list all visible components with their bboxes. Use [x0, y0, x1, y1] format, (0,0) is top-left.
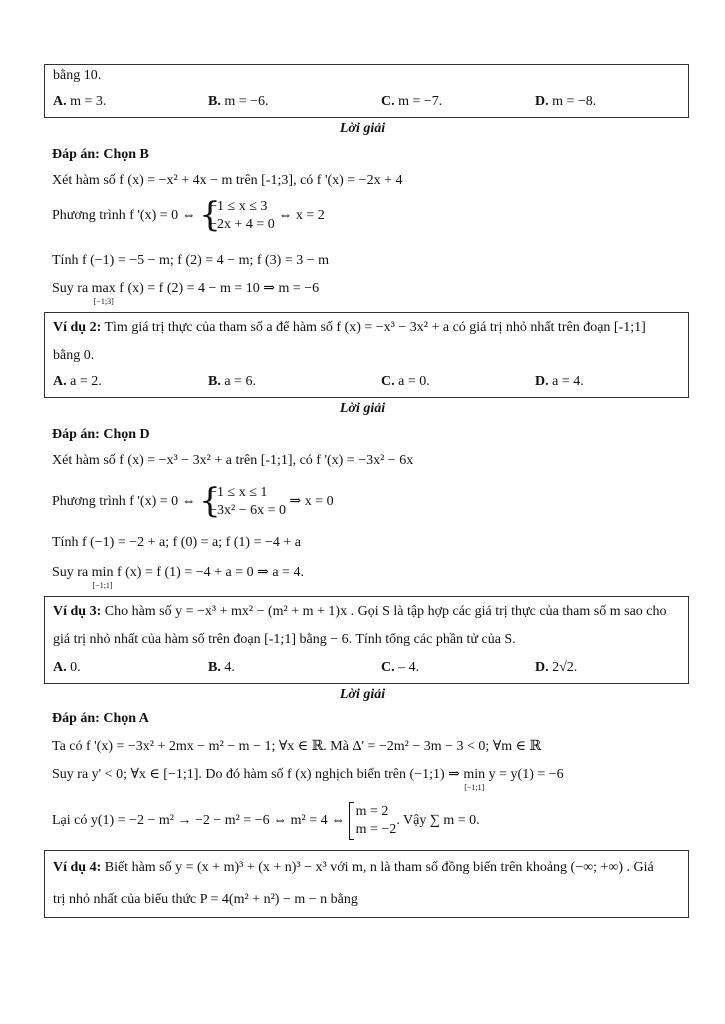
sol3-line2-post: y = y(1) = −6 — [488, 767, 564, 782]
question-2-line1: Ví dụ 2: Tìm giá trị thực của tham số a để hàm số f (x) = −x³ − 3x² + a có giá trị nhỏ nhất trên đoạn [-1;1] — [53, 320, 646, 335]
sol1-max-op: max — [91, 281, 116, 296]
sol1-line2-pre: Phương trình f '(x) = 0 ⇔ — [52, 208, 196, 223]
sol3-line3-post: . Vậy ∑ m = 0. — [396, 813, 480, 828]
sol1-line2 — [52, 195, 325, 235]
sol1-line4 — [52, 280, 319, 306]
question-box-2 — [44, 312, 689, 398]
sol2-line2-pre: Phương trình f '(x) = 0 ⇔ — [52, 494, 196, 509]
question-box-4 — [44, 850, 689, 918]
sol1-max — [92, 280, 116, 306]
answer-2 — [52, 426, 150, 444]
sol3-line2 — [52, 766, 564, 792]
sol3-case-2: m = −2 — [355, 822, 397, 837]
question-box-3 — [44, 596, 689, 684]
answer-1-text: Đáp án: Chọn B — [52, 147, 149, 162]
solution-heading-1: Lời giải — [339, 121, 386, 136]
sol2-line4-post: f (x) = f (1) = −4 + a = 0 ⇒ a = 4. — [116, 565, 304, 580]
sol3-cases — [356, 803, 397, 839]
sol3-line1: Ta có f '(x) = −3x² + 2mx − m² − m − 1; ∀x ∈ ℝ. Mà Δ' = −2m² − 3m − 3 < 0; ∀m ∈ ℝ — [52, 739, 542, 754]
option-b-3: B. 4. — [208, 660, 235, 675]
sol2-system-row2: −3x² − 6x = 0 — [209, 503, 287, 518]
sol2-min — [92, 564, 114, 590]
option-c-2: C. a = 0. — [381, 374, 430, 389]
sol3-case-1: m = 2 — [355, 804, 389, 819]
sol2-line4-pre: Suy ra — [52, 565, 89, 580]
option-d-2: D. a = 4. — [535, 374, 584, 389]
option-b-1: B. m = −6. — [208, 94, 269, 109]
sol3-line3 — [52, 802, 480, 840]
sol3-min — [463, 766, 485, 792]
sol1-max-sub: [−1;3] — [93, 297, 114, 306]
brace-icon: { — [199, 195, 221, 235]
question-3-line1: Ví dụ 3: Cho hàm số y = −x³ + mx² − (m² + m + 1)x . Gọi S là tập hợp các giá trị thực của tham số m sao cho — [53, 604, 667, 619]
solution-heading-3: Lời giải — [339, 687, 386, 702]
answer-1 — [52, 146, 149, 164]
answer-3-text: Đáp án: Chọn A — [52, 711, 149, 726]
sol2-line3: Tính f (−1) = −2 + a; f (0) = a; f (1) = −4 + a — [52, 535, 301, 550]
sol1-line1: Xét hàm số f (x) = −x² + 4x − m trên [-1;3], có f '(x) = −2x + 4 — [52, 173, 403, 188]
sol1-line3: Tính f (−1) = −5 − m; f (2) = 4 − m; f (3) = 3 − m — [52, 253, 330, 268]
sol1-line4-post: f (x) = f (2) = 4 − m = 10 ⇒ m = −6 — [119, 281, 320, 296]
question-1-tail: bằng 10. — [53, 68, 102, 83]
option-d-3: D. 2√2. — [535, 660, 578, 675]
option-c-1: C. m = −7. — [381, 94, 443, 109]
sol1-line4-pre: Suy ra — [52, 281, 89, 296]
option-c-3: C. – 4. — [381, 660, 420, 675]
bracket-icon — [349, 802, 354, 840]
sol3-min-op: min — [463, 767, 486, 782]
question-box-1 — [44, 64, 689, 118]
option-a-1: A. m = 3. — [53, 94, 107, 109]
sol2-min-sub: [−1;1] — [92, 581, 113, 590]
sol3-min-sub: [−1;1] — [464, 783, 485, 792]
brace-icon: { — [199, 481, 221, 521]
sol2-system — [199, 481, 287, 521]
question-3-line2: giá trị nhỏ nhất của hàm số trên đoạn [-1;1] bằng − 6. Tính tổng các phần tử của S. — [53, 632, 516, 647]
sol1-system — [199, 195, 275, 235]
option-b-2: B. a = 6. — [208, 374, 256, 389]
sol2-line4 — [52, 564, 304, 590]
sol2-line2-post: ⇒ x = 0 — [289, 494, 334, 509]
sol2-line2 — [52, 481, 334, 521]
sol3-line3-pre: Lại có y(1) = −2 − m² → −2 − m² = −6 ⇔ m² = 4 ⇔ — [52, 813, 346, 828]
sol1-line2-post: ⇔ x = 2 — [278, 208, 325, 223]
option-a-3: A. 0. — [53, 660, 81, 675]
question-2-line2: bằng 0. — [53, 348, 95, 363]
question-4-line1: Ví dụ 4: Biết hàm số y = (x + m)³ + (x + n)³ − x³ với m, n là tham số đồng biến trên khoảng (−∞; +∞) . Giá — [53, 860, 654, 875]
sol3-line2-pre: Suy ra y' < 0; ∀x ∈ [−1;1]. Do đó hàm số f (x) nghịch biến trên (−1;1) ⇒ — [52, 767, 460, 782]
option-a-2: A. a = 2. — [53, 374, 102, 389]
sol2-min-op: min — [91, 565, 114, 580]
sol1-system-row2: −2x + 4 = 0 — [209, 217, 275, 232]
option-d-1: D. m = −8. — [535, 94, 597, 109]
answer-3 — [52, 710, 149, 728]
sol2-line1: Xét hàm số f (x) = −x³ − 3x² + a trên [-1;1], có f '(x) = −3x² − 6x — [52, 453, 414, 468]
solution-heading-2: Lời giải — [339, 401, 386, 416]
sol2-system-row1: −1 ≤ x ≤ 1 — [209, 485, 268, 500]
question-4-line2: trị nhỏ nhất của biểu thức P = 4(m² + n²) − m − n bằng — [53, 892, 358, 907]
sol1-system-row1: −1 ≤ x ≤ 3 — [209, 199, 268, 214]
answer-2-text: Đáp án: Chọn D — [52, 427, 150, 442]
